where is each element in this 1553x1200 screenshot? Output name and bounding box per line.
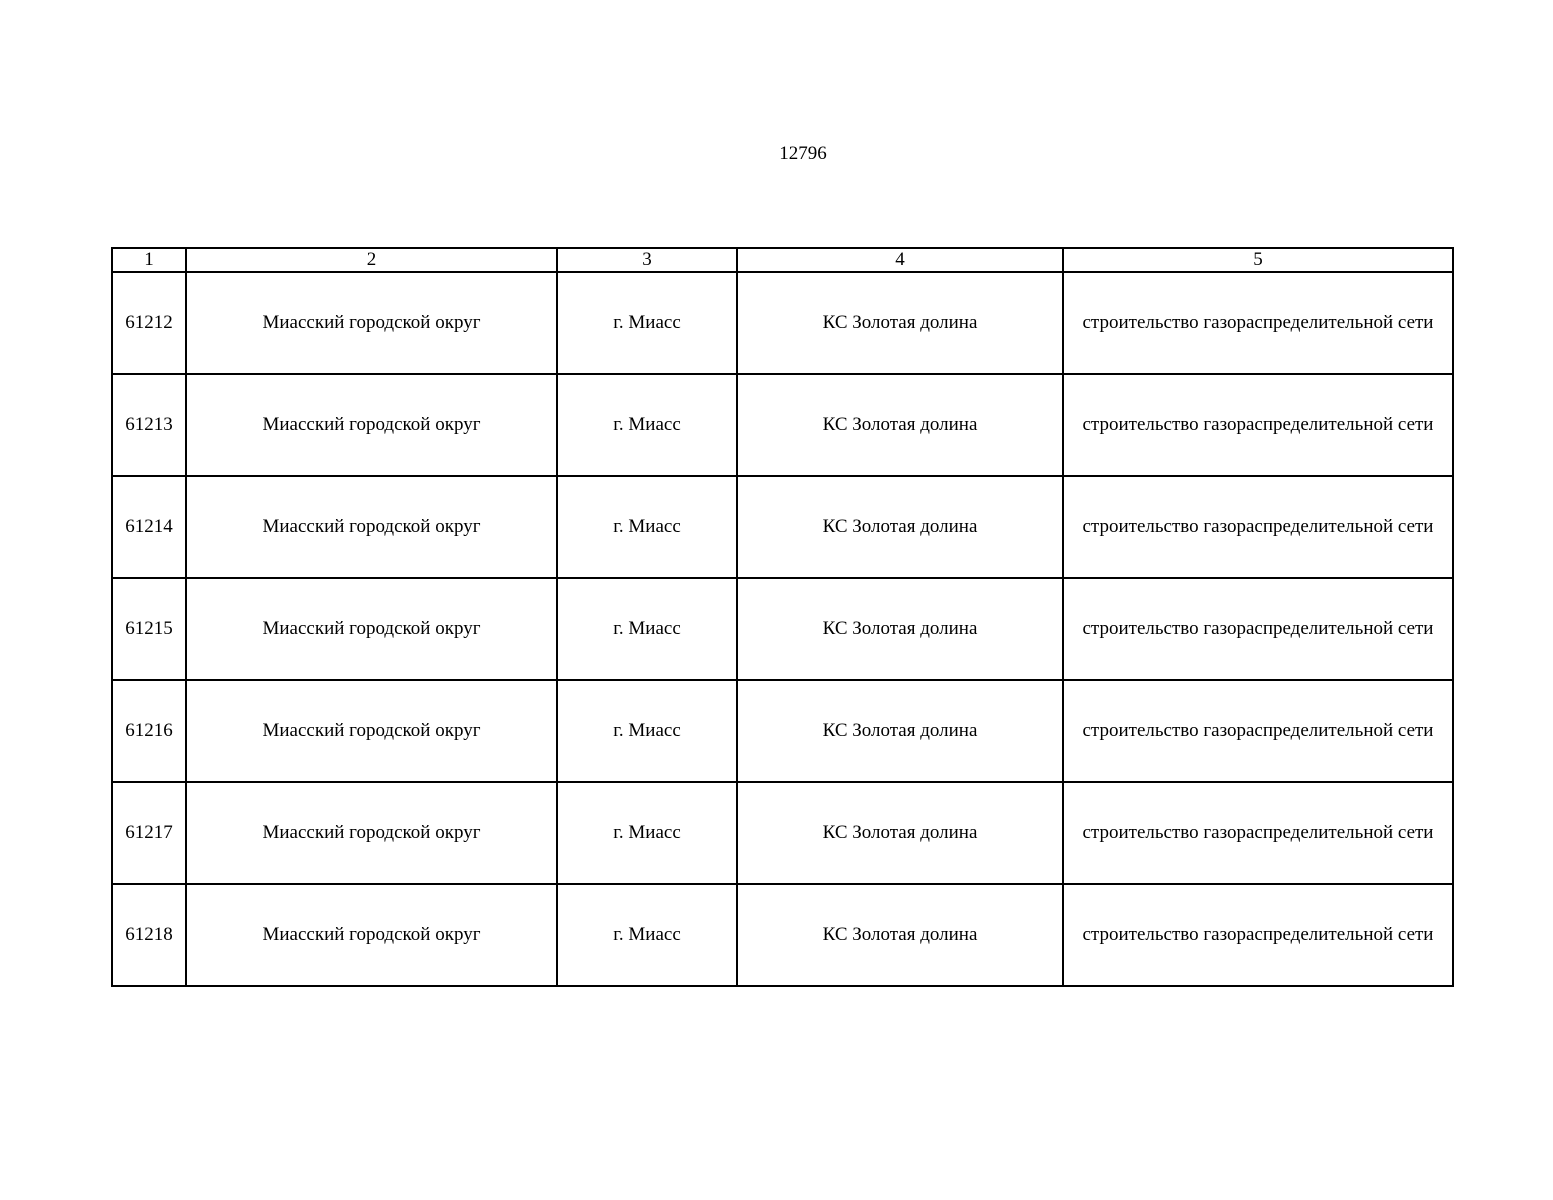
cell-activity: строительство газораспределительной сети: [1063, 578, 1453, 680]
cell-source: КС Золотая долина: [737, 680, 1063, 782]
table-row: [112, 374, 1453, 476]
cell-city: г. Миасс: [557, 272, 737, 374]
table-body: [112, 272, 1453, 986]
cell-source: КС Золотая долина: [737, 782, 1063, 884]
cell-id: 61213: [112, 374, 186, 476]
cell-district: Миасский городской округ: [186, 884, 557, 986]
cell-id: 61212: [112, 272, 186, 374]
cell-activity: строительство газораспределительной сети: [1063, 374, 1453, 476]
table-header: [112, 248, 1453, 272]
cell-city: г. Миасс: [557, 782, 737, 884]
cell-id: 61214: [112, 476, 186, 578]
cell-source: КС Золотая долина: [737, 884, 1063, 986]
cell-district: Миасский городской округ: [186, 782, 557, 884]
cell-activity: строительство газораспределительной сети: [1063, 272, 1453, 374]
header-row: [112, 248, 1453, 272]
cell-district: Миасский городской округ: [186, 374, 557, 476]
cell-activity: строительство газораспределительной сети: [1063, 782, 1453, 884]
column-header-3: 3: [557, 248, 737, 272]
column-header-4: 4: [737, 248, 1063, 272]
cell-source: КС Золотая долина: [737, 476, 1063, 578]
cell-activity: строительство газораспределительной сети: [1063, 476, 1453, 578]
registry-table: [111, 247, 1454, 987]
table-row: [112, 884, 1453, 986]
cell-source: КС Золотая долина: [737, 578, 1063, 680]
cell-city: г. Миасс: [557, 374, 737, 476]
page-number: 12796: [779, 143, 827, 164]
cell-id: 61216: [112, 680, 186, 782]
cell-activity: строительство газораспределительной сети: [1063, 680, 1453, 782]
cell-district: Миасский городской округ: [186, 578, 557, 680]
cell-source: КС Золотая долина: [737, 272, 1063, 374]
cell-district: Миасский городской округ: [186, 272, 557, 374]
cell-id: 61218: [112, 884, 186, 986]
cell-district: Миасский городской округ: [186, 680, 557, 782]
cell-city: г. Миасс: [557, 884, 737, 986]
column-header-5: 5: [1063, 248, 1453, 272]
table-row: [112, 680, 1453, 782]
cell-id: 61217: [112, 782, 186, 884]
column-header-2: 2: [186, 248, 557, 272]
table-row: [112, 476, 1453, 578]
cell-activity: строительство газораспределительной сети: [1063, 884, 1453, 986]
cell-city: г. Миасс: [557, 680, 737, 782]
cell-source: КС Золотая долина: [737, 374, 1063, 476]
cell-city: г. Миасс: [557, 578, 737, 680]
cell-id: 61215: [112, 578, 186, 680]
table-row: [112, 578, 1453, 680]
column-header-1: 1: [112, 248, 186, 272]
cell-city: г. Миасс: [557, 476, 737, 578]
table-row: [112, 272, 1453, 374]
table-row: [112, 782, 1453, 884]
cell-district: Миасский городской округ: [186, 476, 557, 578]
